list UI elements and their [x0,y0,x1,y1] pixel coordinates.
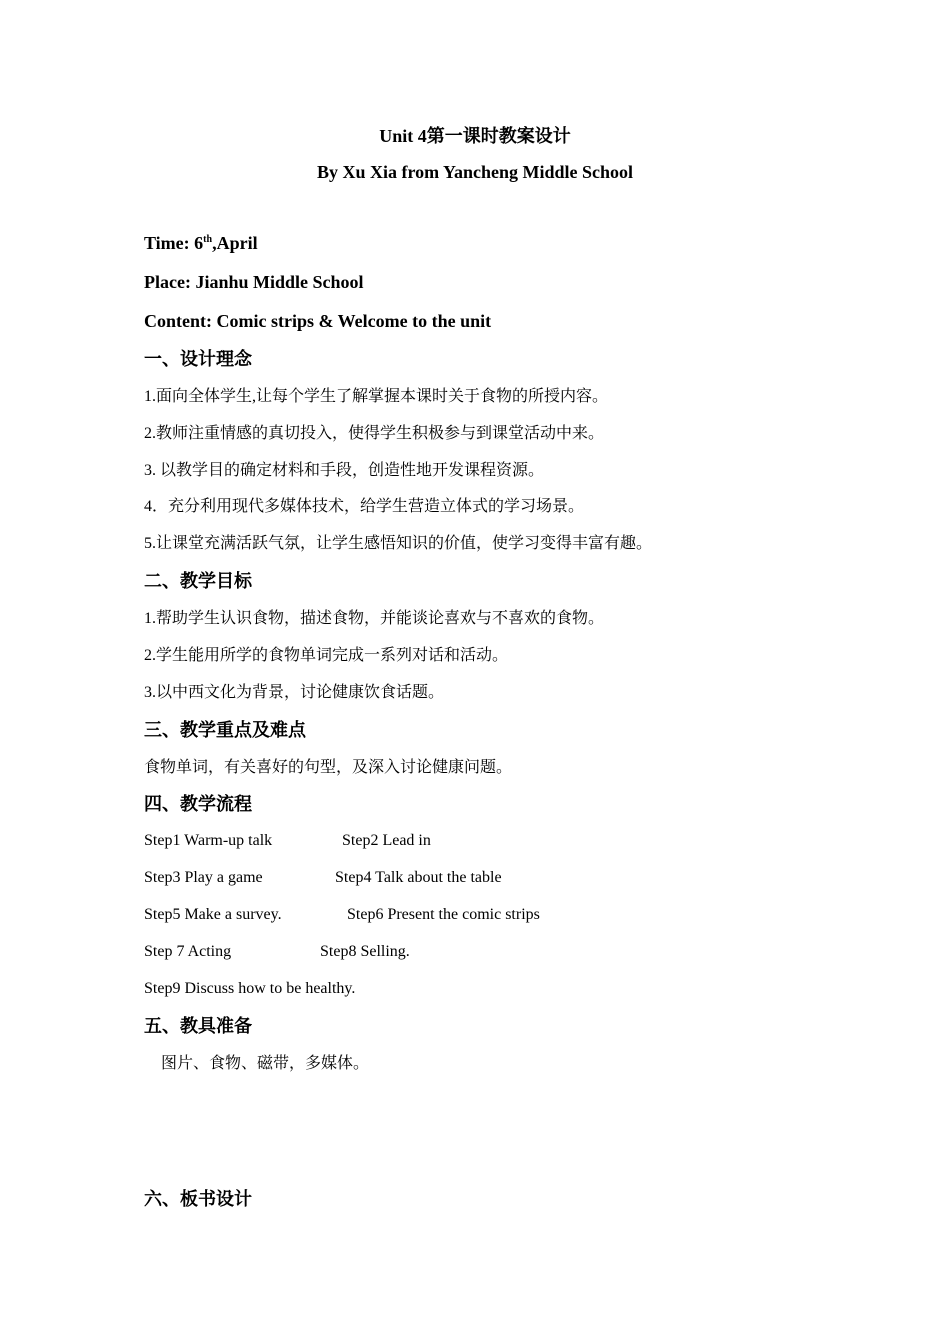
section-heading-design-concept: 一、设计理念 [144,349,252,370]
step-item: Step4 Talk about the table [335,869,502,886]
goal-item: 3.以中西文化为背景，讨论健康饮食话题。 [144,684,445,701]
section-heading-teaching-goals: 二、教学目标 [144,571,252,592]
content-line: Content: Comic strips & Welcome to the unit [144,311,492,331]
time-superscript: th [203,234,213,245]
concept-item: 1.面向全体学生,让每个学生了解掌握本课时关于食物的所授内容。 [144,388,609,405]
goal-item: 1.帮助学生认识食物，描述食物，并能谈论喜欢与不喜欢的食物。 [144,610,605,627]
section-heading-teaching-process: 四、教学流程 [144,794,252,815]
step-item: Step8 Selling. [320,943,410,960]
section-heading-board-design: 六、板书设计 [144,1189,252,1210]
goal-item: 2.学生能用所学的食物单词完成一系列对话和活动。 [144,647,509,664]
concept-item: 4．充分利用现代多媒体技术，给学生营造立体式的学习场景。 [144,498,585,515]
concept-item: 2.教师注重情感的真切投入，使得学生积极参与到课堂活动中来。 [144,425,605,442]
section-heading-key-points: 三、教学重点及难点 [144,720,306,741]
place-line: Place: Jianhu Middle School [144,272,364,292]
step-item: Step9 Discuss how to be healthy. [144,980,356,997]
key-points-text: 食物单词，有关喜好的句型，及深入讨论健康问题。 [144,759,513,776]
document-author: By Xu Xia from Yancheng Middle School [316,162,634,182]
teaching-aids-text: 图片、食物、磁带，多媒体。 [161,1055,370,1072]
time-line [144,231,258,255]
step-item: Step3 Play a game [144,869,263,886]
concept-item: 5.让课堂充满活跃气氛，让学生感悟知识的价值，使学习变得丰富有趣。 [144,535,653,552]
concept-item: 3. 以教学目的确定材料和手段，创造性地开发课程资源。 [144,462,545,479]
step-item: Step2 Lead in [342,832,431,849]
document-title: Unit 4第一课时教案设计 [379,126,571,146]
time-month: ,April [212,233,258,253]
time-label: Time: 6 [144,233,204,253]
step-item: Step6 Present the comic strips [347,906,540,923]
step-item: Step1 Warm-up talk [144,832,273,849]
step-item: Step5 Make a survey. [144,906,282,923]
step-item: Step 7 Acting [144,943,232,960]
section-heading-teaching-aids: 五、教具准备 [144,1016,252,1037]
